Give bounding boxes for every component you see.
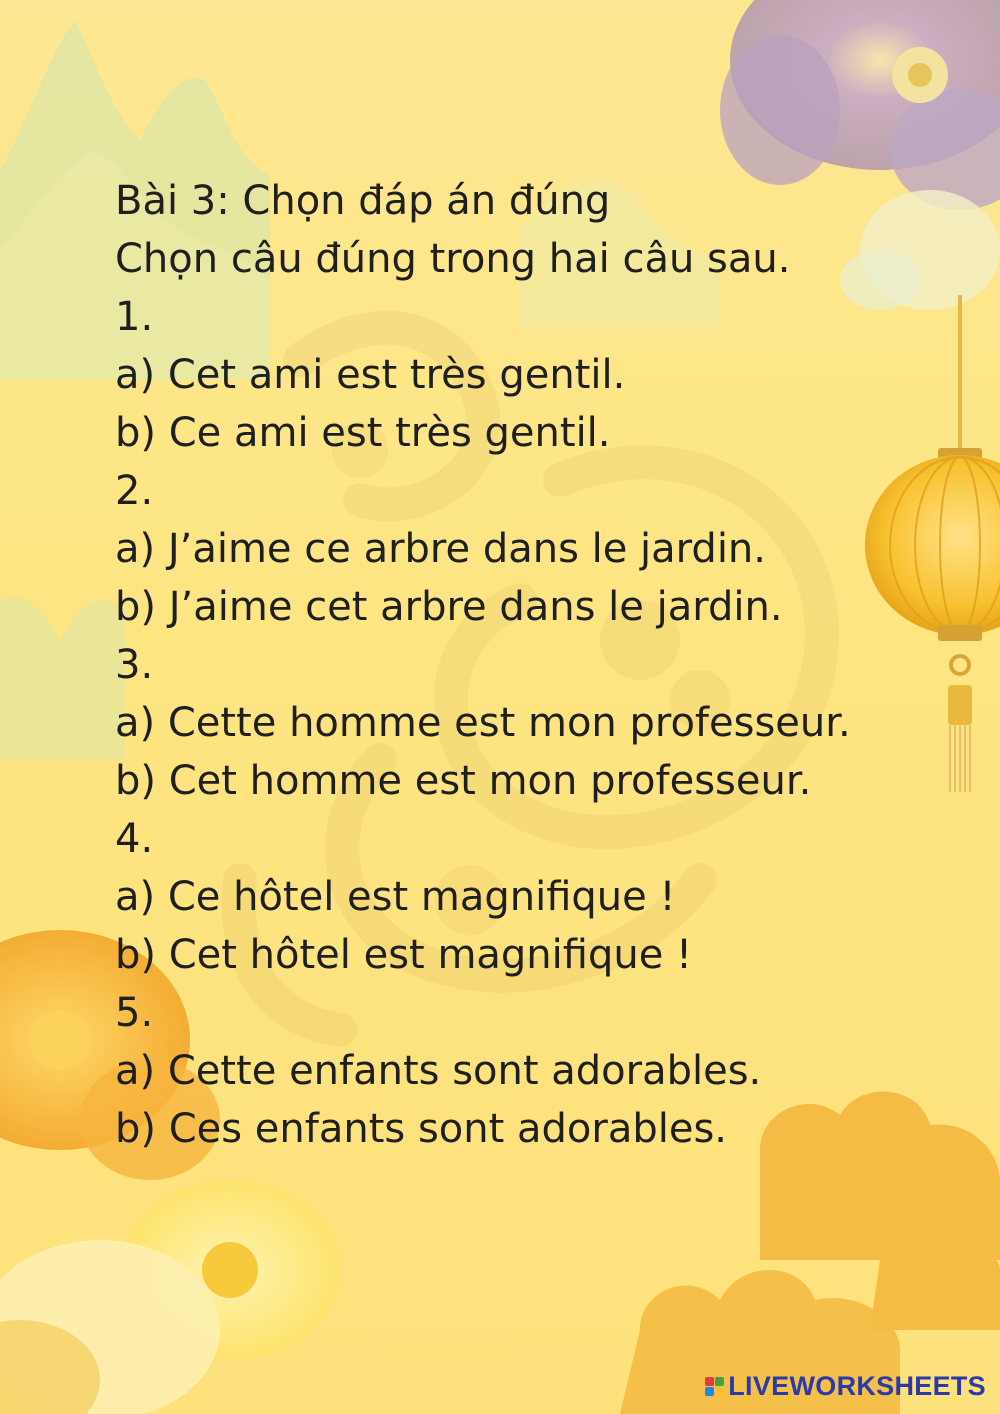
question-number: 5. [115, 990, 154, 1036]
liveworksheets-logo[interactable] [705, 1371, 986, 1402]
answer-option-a[interactable]: a) J’aime ce arbre dans le jardin. [115, 526, 766, 572]
question-number: 3. [115, 642, 154, 688]
answer-option-b[interactable]: b) Ce ami est très gentil. [115, 410, 611, 456]
answer-option-a[interactable]: a) Ce hôtel est magnifique ! [115, 874, 676, 920]
question-number: 4. [115, 816, 154, 862]
exercise-instruction: Chọn câu đúng trong hai câu sau. [115, 236, 791, 282]
exercise-title: Bài 3: Chọn đáp án đúng [115, 178, 611, 224]
answer-option-b[interactable]: b) Cet homme est mon professeur. [115, 758, 812, 804]
exercise-content [115, 172, 935, 1158]
answer-option-b[interactable]: b) Ces enfants sont adorables. [115, 1106, 728, 1152]
answer-option-a[interactable]: a) Cette enfants sont adorables. [115, 1048, 762, 1094]
question-number: 1. [115, 294, 154, 340]
answer-option-a[interactable]: a) Cet ami est très gentil. [115, 352, 626, 398]
liveworksheets-icon [705, 1377, 724, 1396]
answer-option-b[interactable]: b) Cet hôtel est magnifique ! [115, 932, 693, 978]
question-number: 2. [115, 468, 154, 514]
answer-option-a[interactable]: a) Cette homme est mon professeur. [115, 700, 851, 746]
answer-option-b[interactable]: b) J’aime cet arbre dans le jardin. [115, 584, 783, 630]
liveworksheets-wordmark: LIVEWORKSHEETS [728, 1371, 986, 1401]
